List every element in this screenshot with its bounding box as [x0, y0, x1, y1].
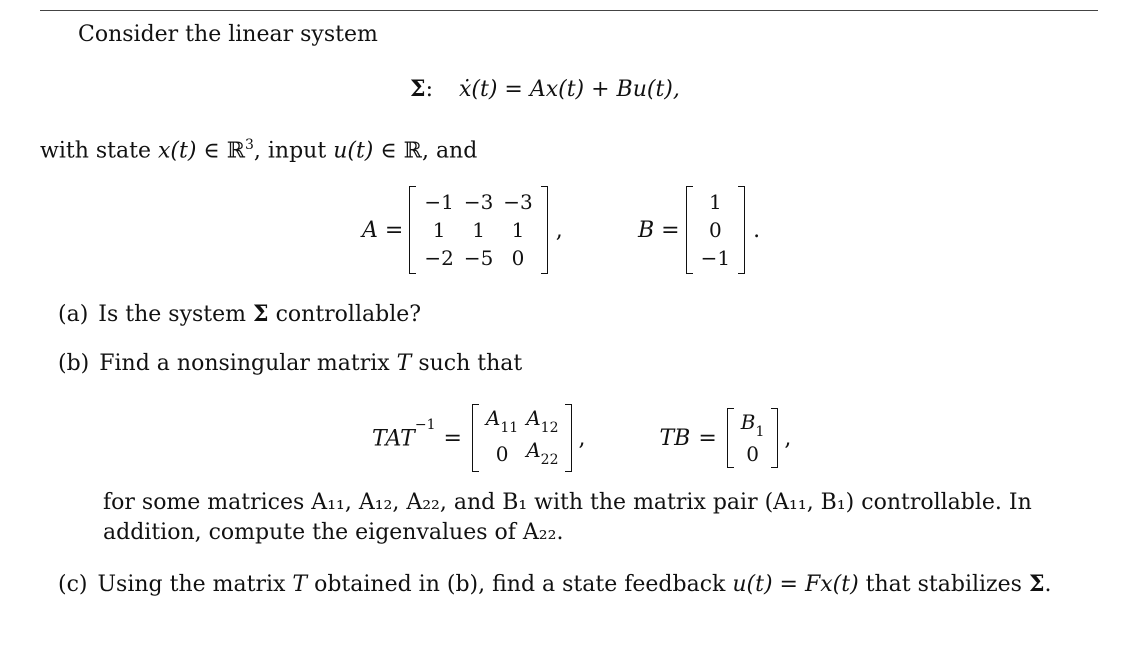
part-c-eq: = — [772, 572, 805, 597]
matrix-b-trail: . — [753, 217, 761, 243]
intro-text: Consider the linear system — [78, 22, 378, 47]
state-x: x(t) — [157, 138, 197, 164]
part-a-sigma: Σ — [253, 301, 269, 327]
part-c-u: u(t) — [732, 572, 773, 597]
part-a-marker: (a) — [58, 302, 89, 327]
matrix-a-entry: −1 — [424, 190, 454, 214]
b-block-matrix-entry: $B_1$ — [740, 410, 765, 440]
b-block-trail: , — [784, 425, 792, 451]
block-matrix-table — [482, 406, 563, 470]
matrix-a-entry: −3 — [503, 190, 533, 214]
input-u: u(t) — [333, 138, 374, 164]
part-a-text-2: controllable? — [268, 302, 422, 327]
part-c-marker: (c) — [58, 572, 88, 597]
part-c-text-1: Using the matrix — [97, 572, 293, 597]
part-a-text-1: Is the system — [98, 302, 254, 327]
block-matrix-entry: $A_{12}$ — [526, 406, 559, 436]
part-b — [58, 351, 522, 377]
matrix-a-entry: 1 — [472, 218, 485, 242]
block-matrix-entry: $A_{11}$ — [485, 406, 519, 436]
matrix-b — [686, 186, 745, 274]
matrix-a-entry: −2 — [424, 246, 454, 270]
part-c-T: T — [292, 572, 308, 597]
block-trail: , — [578, 425, 586, 451]
state-text-3: , and — [421, 138, 478, 164]
b-block-matrix-table — [737, 410, 769, 466]
block-matrix-entry: $A_{22}$ — [526, 438, 559, 468]
matrix-b-entry: 0 — [708, 218, 722, 242]
matrix-a-entry: −3 — [463, 190, 494, 214]
block-form-equation — [372, 404, 791, 472]
part-c-text-2: obtained in (b), find a state feedback — [307, 572, 733, 597]
state-text-1: with state — [40, 138, 158, 164]
matrix-b-entry: 1 — [708, 190, 722, 214]
part-b-text-1: Find a nonsingular matrix — [99, 351, 397, 376]
colon: : — [425, 76, 433, 102]
matrix-a-entry: 1 — [432, 218, 446, 242]
matrix-b-table — [696, 188, 735, 272]
matrix-a-entry: −5 — [463, 246, 494, 270]
block-matrix-entry: 0 — [495, 442, 509, 466]
matrix-a-entry: 0 — [511, 246, 525, 270]
part-c-text-3: that stabilizes — [858, 572, 1029, 597]
b-block-matrix-entry: 0 — [746, 442, 759, 466]
system-equation — [410, 76, 680, 102]
part-c-Fx: Fx(t) — [804, 572, 859, 597]
part-b-text-2: such that — [411, 351, 523, 376]
matrix-b-entry: −1 — [700, 246, 731, 270]
eq-sign-1: = — [443, 425, 462, 451]
part-c — [58, 571, 1052, 598]
matrix-a-trail: , — [555, 217, 563, 243]
in-symbol-2: ∈ — [373, 138, 404, 164]
tat-inverse: $TAT^{-1}$ — [372, 416, 436, 452]
reals-symbol: ℝ — [226, 138, 245, 164]
state-equation: ẋ(t) = Ax(t) + Bu(t), — [458, 76, 680, 102]
part-c-end: . — [1044, 572, 1052, 597]
dimension-sup: 3 — [244, 137, 254, 153]
matrix-a-entry: 1 — [511, 218, 525, 242]
block-matrix — [472, 404, 573, 472]
part-b-marker: (b) — [58, 351, 90, 376]
b-block-matrix — [727, 408, 779, 468]
matrix-a-table — [419, 188, 537, 272]
matrix-a-row — [362, 186, 563, 274]
state-text-2: , input — [253, 138, 334, 164]
eq-sign-2: = — [698, 425, 717, 451]
matrix-b-label: B = — [638, 217, 680, 243]
state-description — [40, 132, 477, 164]
tb-label: TB — [659, 425, 691, 451]
sigma-symbol: Σ — [410, 76, 426, 102]
part-c-sigma: Σ — [1028, 571, 1045, 597]
part-b-T: T — [396, 351, 412, 376]
reals-symbol-2: ℝ — [403, 138, 422, 164]
in-symbol-1: ∈ — [196, 138, 227, 164]
matrix-a — [409, 186, 547, 274]
part-a — [58, 301, 421, 328]
top-rule — [40, 10, 1098, 11]
matrix-a-label: A = — [362, 217, 404, 243]
part-b-continuation-2: addition, compute the eigenvalues of A₂₂. — [103, 520, 564, 545]
matrix-b-row — [638, 186, 760, 274]
part-b-continuation-1: for some matrices A₁₁, A₁₂, A₂₂, and B₁ with the matrix pair (A₁₁, B₁) controllable. In — [103, 490, 1032, 515]
